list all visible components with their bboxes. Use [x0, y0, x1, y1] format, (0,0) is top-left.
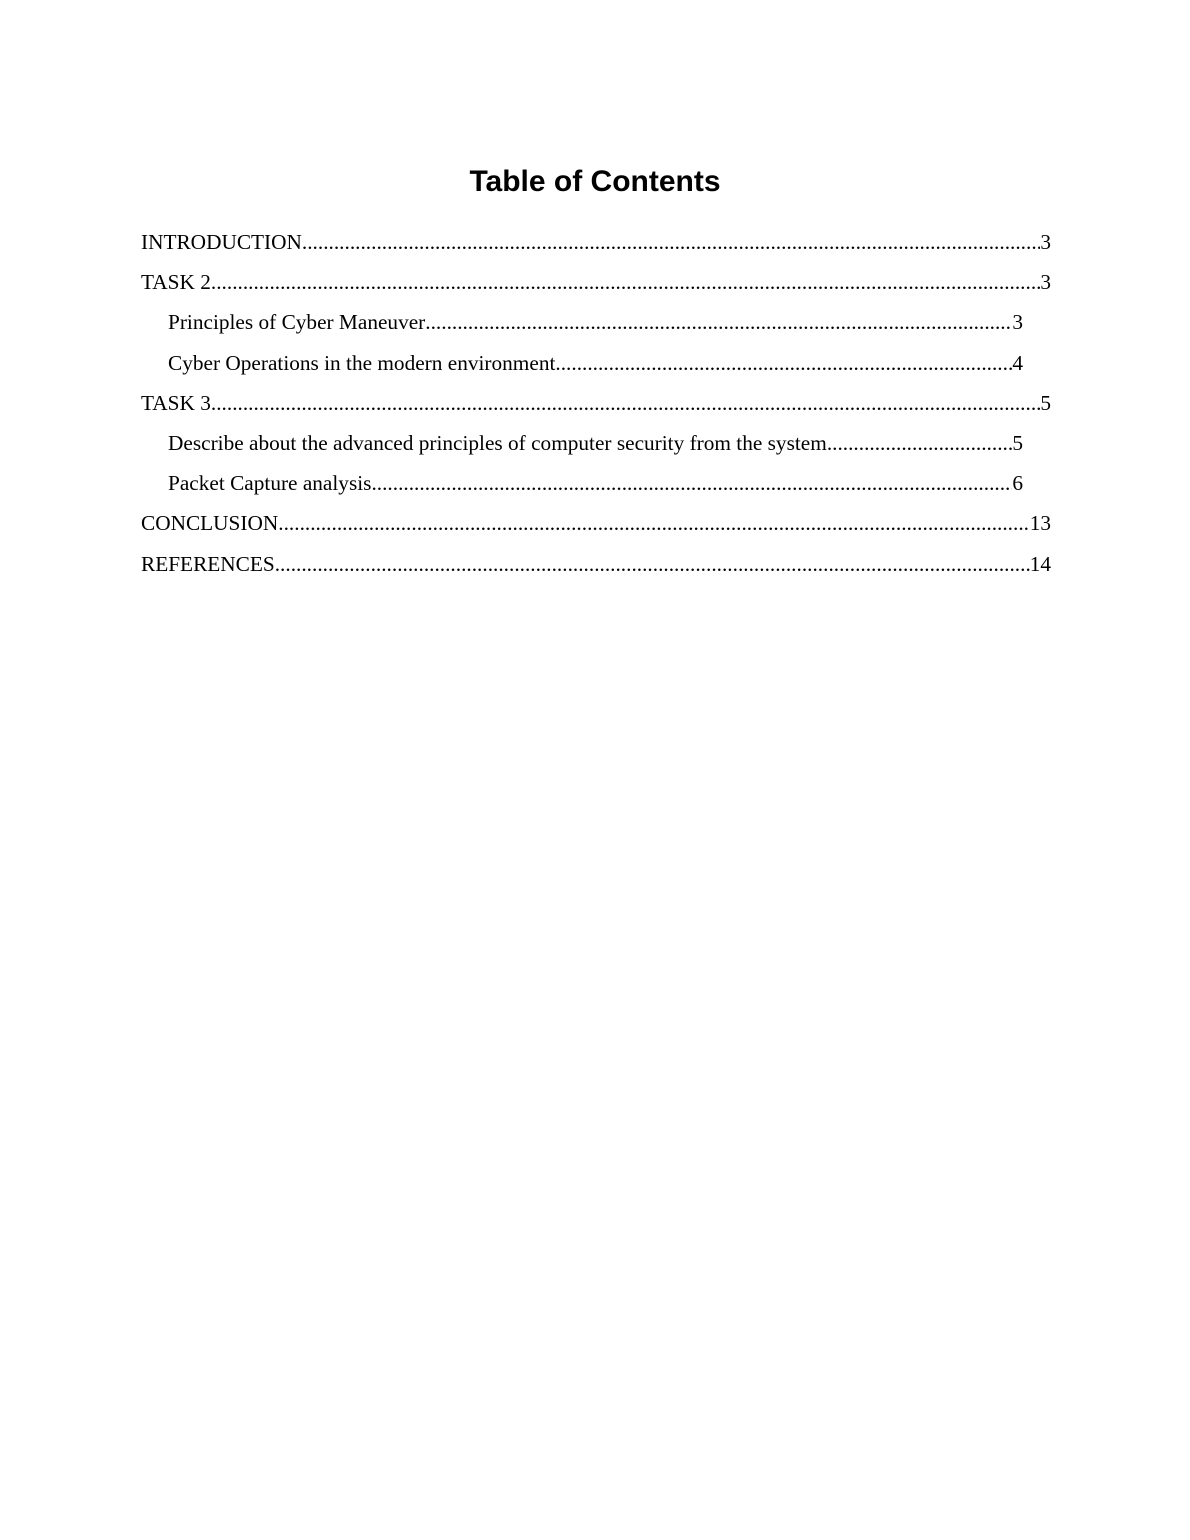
toc-page-number: 5 [1040, 390, 1051, 415]
toc-entry-task-3[interactable] [0, 387, 1190, 427]
toc-entry-conclusion[interactable] [0, 507, 1190, 547]
toc-entry-label: REFERENCES [141, 551, 275, 576]
toc-entry-packet-capture-analysis[interactable] [0, 467, 1190, 507]
toc-entry-label: CONCLUSION [141, 511, 279, 536]
toc-leader-dots [211, 387, 1040, 419]
toc-leader-dots [278, 507, 1029, 539]
toc-entry-cyber-operations[interactable] [0, 347, 1190, 387]
toc-leader-dots [555, 347, 1012, 379]
toc-leader-dots [302, 226, 1040, 258]
toc-page-number: 6 [1012, 471, 1023, 496]
toc-entry-label: INTRODUCTION [141, 230, 302, 254]
toc-entry-label: Describe about the advanced principles of computer security from the system [168, 430, 827, 455]
toc-leader-dots [425, 306, 1012, 338]
toc-page-number: 4 [1012, 350, 1023, 375]
toc-list [0, 226, 1190, 588]
toc-entry-task-2[interactable] [0, 266, 1190, 306]
toc-entry-references[interactable] [0, 548, 1190, 588]
toc-page-number: 14 [1029, 551, 1051, 576]
toc-entry-label: Packet Capture analysis [168, 471, 372, 496]
toc-leader-dots [827, 427, 1013, 459]
toc-entry-label: Principles of Cyber Maneuver [168, 310, 426, 335]
toc-title: Table of Contents [469, 165, 721, 198]
toc-leader-dots [371, 467, 1012, 499]
toc-entry-label: Cyber Operations in the modern environment [168, 350, 556, 375]
toc-page-number: 3 [1040, 230, 1051, 254]
toc-page-number: 3 [1012, 310, 1023, 335]
toc-leader-dots [211, 266, 1040, 298]
toc-entry-advanced-principles[interactable] [0, 427, 1190, 467]
toc-leader-dots [275, 548, 1030, 580]
toc-page-number: 3 [1040, 270, 1051, 295]
toc-entry-introduction[interactable] [0, 226, 1190, 266]
toc-entry-principles-of-cyber-maneuver[interactable] [0, 306, 1190, 346]
toc-page-number: 5 [1012, 430, 1023, 455]
toc-entry-label: TASK 3 [141, 390, 211, 415]
toc-page-number: 13 [1029, 511, 1051, 536]
toc-entry-label: TASK 2 [141, 270, 211, 295]
